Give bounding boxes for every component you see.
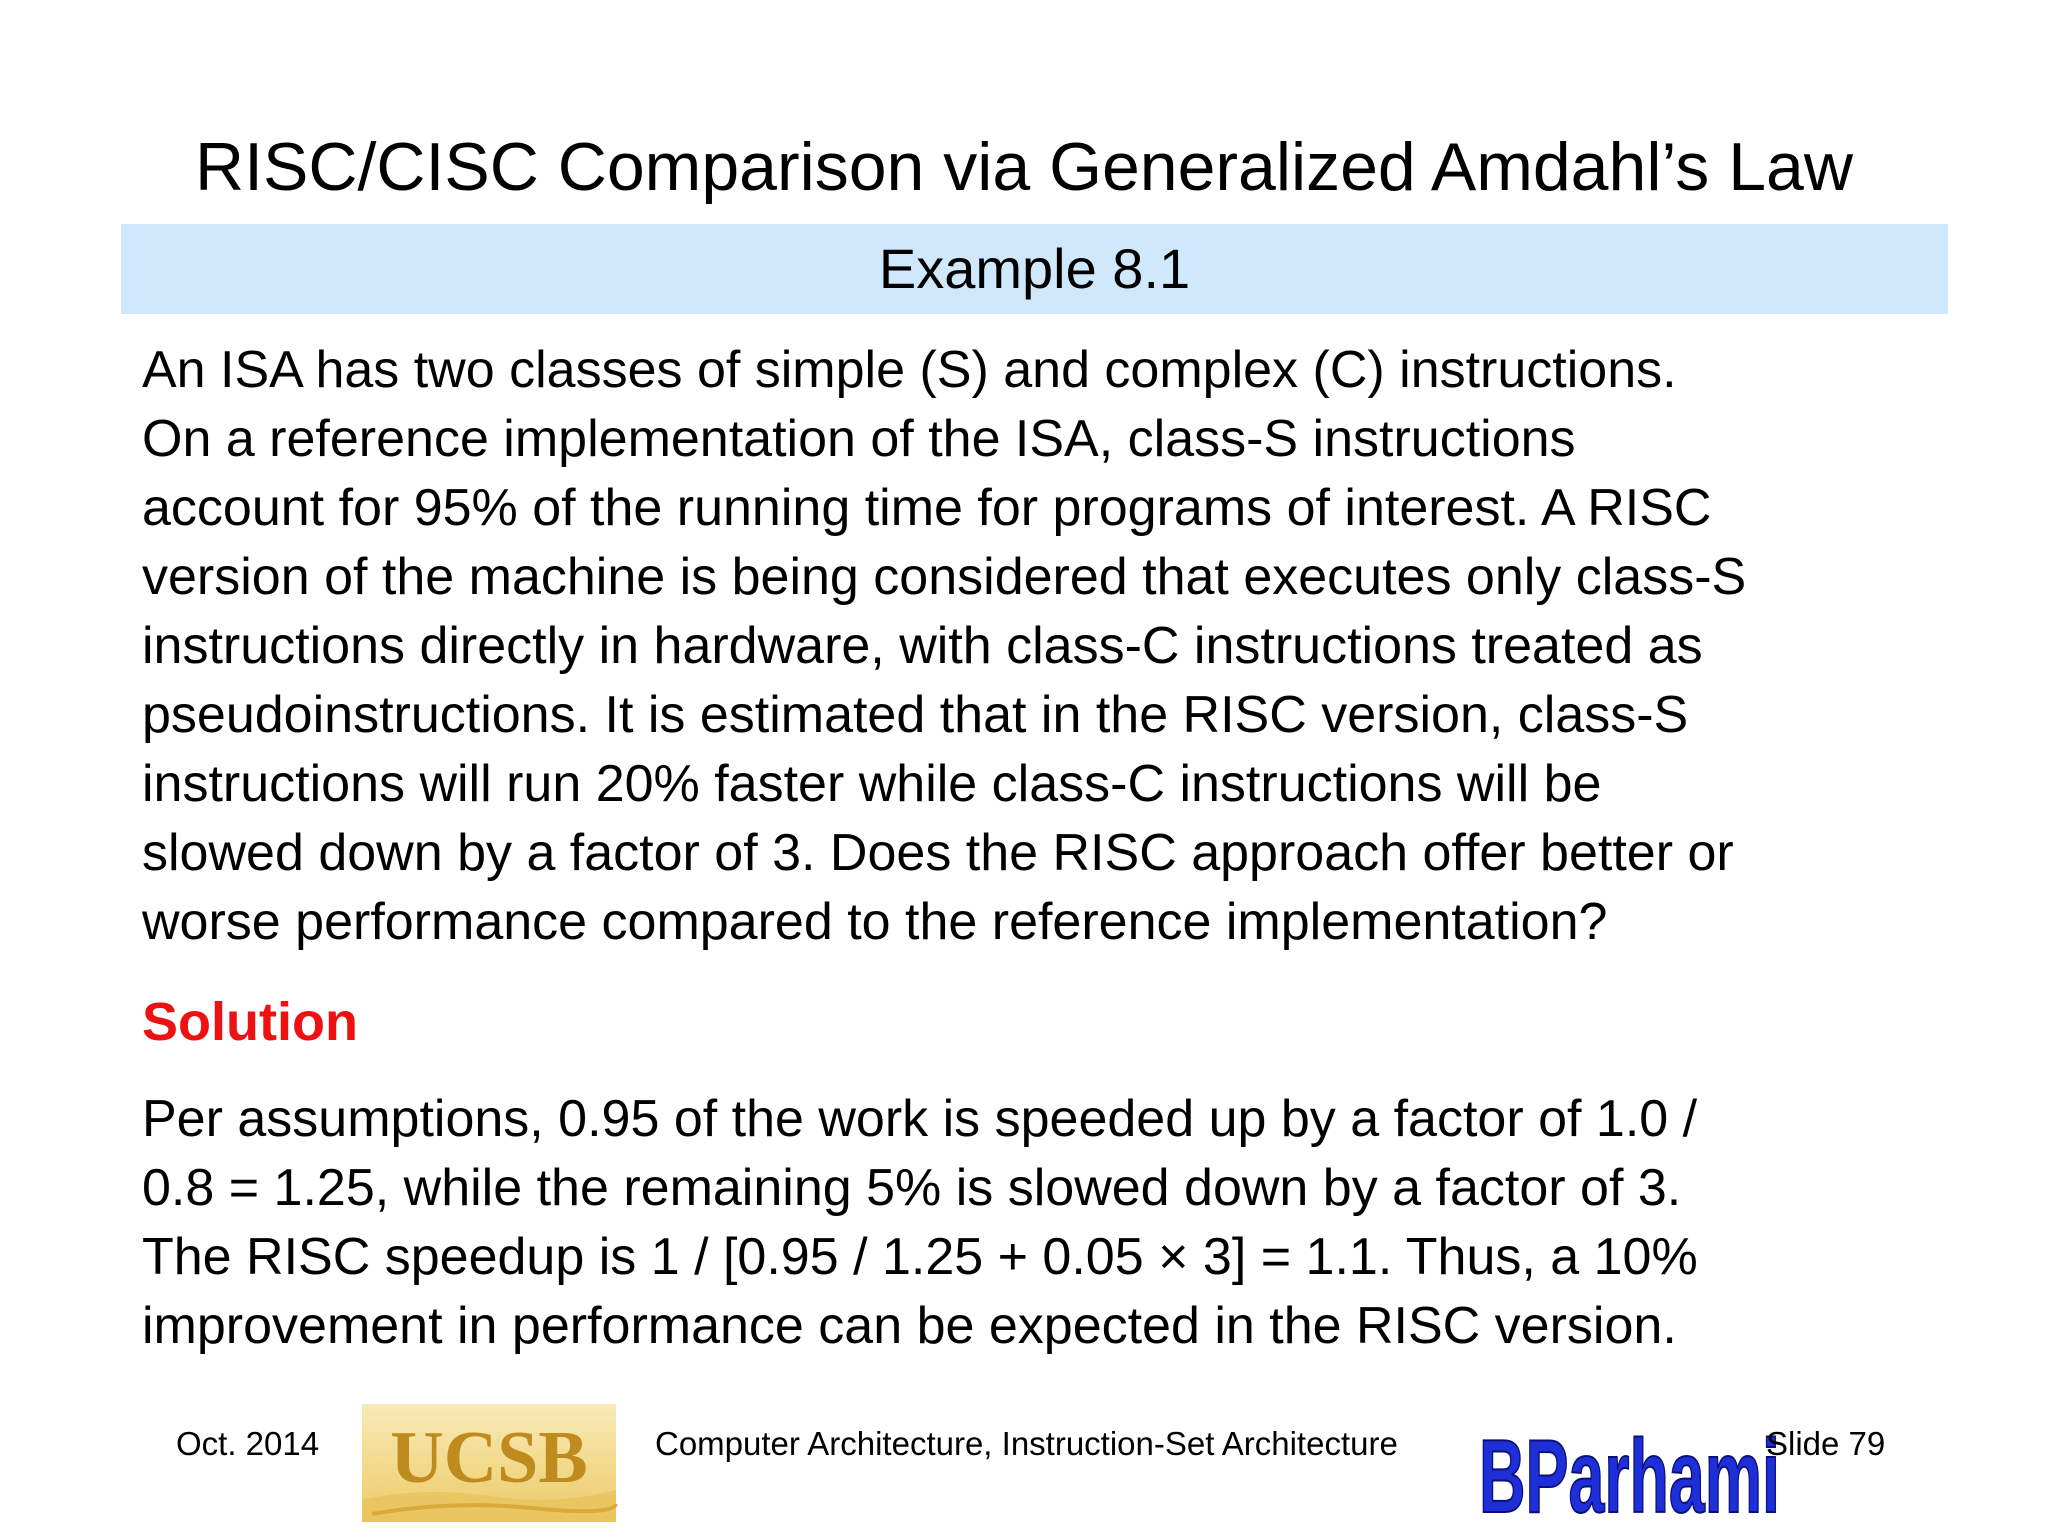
problem-line: version of the machine is being considered that executes only class-S [142,548,1747,606]
footer-date: Oct. 2014 [176,1425,320,1462]
solution-heading: Solution [142,992,358,1052]
problem-line: pseudoinstructions. It is estimated that in the RISC version, class-S [142,686,1689,744]
problem-line: worse performance compared to the reference implementation? [142,893,1608,951]
ucsb-logo [362,1404,616,1522]
example-banner: Example 8.1 [121,224,1948,314]
problem-statement [142,336,2022,957]
author-logo-text: BParhami [1478,1419,1780,1535]
ucsb-logo-text: UCSB [390,1417,588,1499]
problem-line: slowed down by a factor of 3. Does the RISC approach offer better or [142,824,1734,882]
problem-line: On a reference implementation of the ISA, class-S instructions [142,410,1576,468]
solution-line: improvement in performance can be expected in the RISC version. [142,1297,1677,1355]
slide-number: Slide 79 [1766,1425,1886,1462]
problem-line: account for 95% of the running time for programs of interest. A RISC [142,479,1712,537]
problem-line: instructions will run 20% faster while class-C instructions will be [142,755,1602,813]
problem-line: instructions directly in hardware, with class-C instructions treated as [142,617,1703,675]
footer-course-title: Computer Architecture, Instruction-Set Architecture [655,1425,1398,1462]
solution-line: 0.8 = 1.25, while the remaining 5% is slowed down by a factor of 3. [142,1159,1682,1217]
problem-line: An ISA has two classes of simple (S) and complex (C) instructions. [142,341,1677,399]
author-logo [1474,1402,1780,1535]
solution-line: The RISC speedup is 1 / [0.95 / 1.25 + 0.05 × 3] = 1.1. Thus, a 10% [142,1228,1698,1286]
solution-line: Per assumptions, 0.95 of the work is speeded up by a factor of 1.0 / [142,1090,1698,1148]
slide-title: RISC/CISC Comparison via Generalized Amdahl’s Law [195,129,1853,205]
solution-text [142,1085,2022,1361]
